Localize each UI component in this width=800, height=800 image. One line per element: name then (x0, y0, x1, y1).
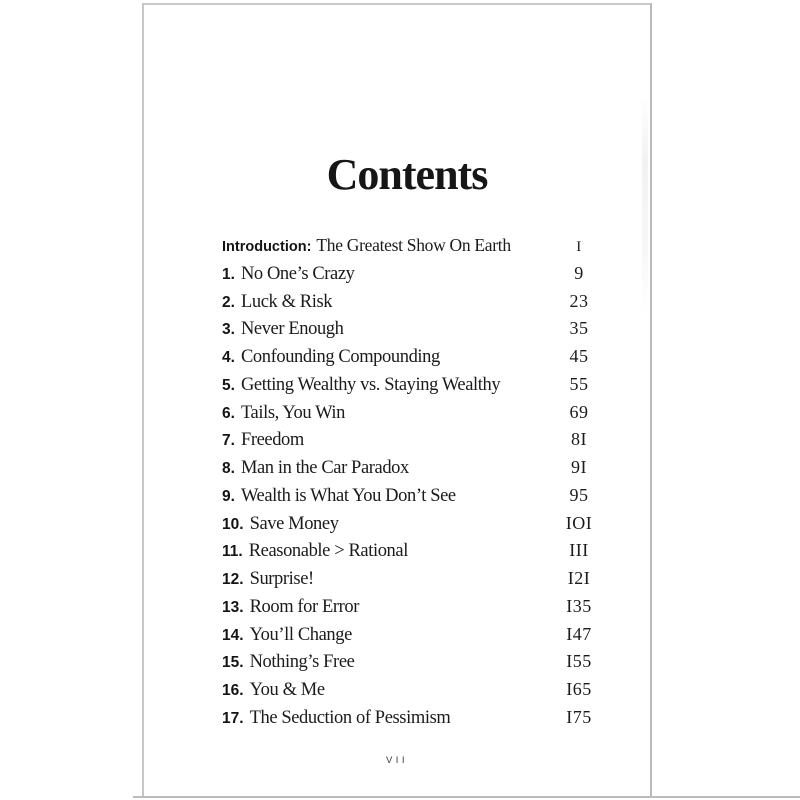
toc-row (222, 288, 602, 316)
chapter-page-number: I35 (566, 595, 592, 616)
chapter-title: Save Money (249, 513, 339, 534)
chapter-page-number: 45 (569, 346, 589, 366)
chapter-title: Tails, You Win (240, 402, 346, 423)
chapter-page-number: 9 (574, 262, 584, 283)
chapter-page-number: 23 (569, 290, 589, 311)
chapter-number: 5. (222, 376, 235, 394)
chapter-page-number: I55 (566, 651, 592, 672)
chapter-page-number: I65 (566, 679, 592, 699)
toc-row (222, 371, 602, 399)
chapter-page-number: III (569, 540, 589, 561)
chapter-entry (222, 705, 450, 733)
chapter-number: 11. (222, 543, 243, 561)
chapter-entry (222, 622, 352, 650)
toc-row (222, 454, 602, 482)
folio-page-number: VII (385, 755, 409, 766)
chapter-entry (222, 400, 345, 428)
chapter-number: 7. (222, 432, 235, 450)
toc-row (222, 399, 602, 427)
chapter-number: 14. (222, 626, 244, 644)
chapter-entry (222, 261, 355, 289)
toc-row (222, 482, 602, 510)
chapter-title: Nothing’s Free (249, 652, 355, 673)
chapter-number: 17. (222, 709, 244, 727)
intro-page-number: I (576, 239, 582, 255)
toc-row (222, 648, 602, 676)
intro-title: The Greatest Show On Earth (316, 235, 511, 255)
toc-row (222, 704, 602, 732)
chapter-page-number: 9I (571, 457, 587, 477)
chapter-title: No One’s Crazy (240, 263, 355, 284)
chapter-entry (222, 594, 359, 622)
toc-row (222, 315, 602, 343)
toc-row (222, 510, 602, 538)
chapter-title: Never Enough (240, 319, 344, 340)
chapter-title: Luck & Risk (240, 291, 333, 312)
intro-label: Introduction: (222, 239, 312, 255)
chapter-page-number: 95 (569, 484, 589, 505)
toc-row-introduction (222, 232, 602, 260)
chapter-entry (222, 566, 314, 594)
chapter-title: You’ll Change (249, 624, 352, 645)
chapter-title: Surprise! (249, 569, 314, 589)
chapter-entry (222, 344, 440, 372)
chapter-number: 1. (222, 265, 235, 283)
chapter-page-number: I47 (566, 623, 592, 644)
page-title: Contents (326, 150, 488, 199)
chapter-title: Reasonable > Rational (248, 541, 408, 562)
toc-row (222, 343, 602, 371)
chapter-title: Getting Wealthy vs. Staying Wealthy (240, 374, 501, 395)
chapter-entry (222, 289, 332, 317)
chapter-page-number: 69 (569, 401, 589, 422)
chapter-entry (222, 427, 304, 455)
chapter-number: 6. (222, 404, 235, 422)
chapter-title: Wealth is What You Don’t See (240, 485, 456, 506)
chapter-entry (222, 538, 408, 566)
chapter-title: You & Me (249, 680, 325, 700)
chapter-number: 13. (222, 598, 244, 616)
intro-entry (222, 232, 511, 262)
chapter-title: Confounding Compounding (240, 347, 440, 367)
toc-row (222, 426, 602, 454)
chapter-number: 3. (222, 321, 235, 339)
chapter-number: 16. (222, 682, 244, 699)
chapter-number: 8. (222, 460, 235, 477)
chapter-page-number: I2I (567, 568, 591, 588)
chapter-number: 2. (222, 293, 235, 311)
chapter-number: 9. (222, 487, 235, 505)
chapter-number: 12. (222, 571, 244, 588)
toc-row (222, 621, 602, 649)
chapter-entry (222, 677, 325, 705)
scan-artifact (642, 95, 648, 315)
chapter-page-number: 35 (569, 318, 589, 339)
chapter-entry (222, 372, 500, 400)
chapter-page-number: 55 (569, 373, 589, 394)
chapter-entry (222, 455, 409, 483)
chapter-number: 10. (222, 515, 244, 533)
chapter-page-number: 8I (571, 429, 587, 450)
toc-row (222, 260, 602, 288)
chapter-title: Man in the Car Paradox (240, 458, 409, 478)
chapter-entry (222, 316, 344, 344)
toc-row (222, 593, 602, 621)
page-bottom-edge (133, 796, 800, 798)
chapter-entry (222, 483, 456, 511)
chapter-entry (222, 511, 339, 539)
chapter-page-number: IOI (565, 512, 593, 533)
toc-row (222, 565, 602, 593)
chapter-number: 4. (222, 349, 235, 366)
chapter-title: Freedom (240, 430, 304, 451)
book-page (142, 3, 652, 797)
chapter-page-number: I75 (566, 706, 592, 727)
table-of-contents (222, 232, 602, 732)
chapter-entry (222, 649, 354, 677)
chapter-number: 15. (222, 654, 244, 672)
toc-row (222, 676, 602, 704)
chapter-list (222, 260, 602, 732)
chapter-title: The Seduction of Pessimism (249, 707, 451, 728)
toc-row (222, 537, 602, 565)
chapter-title: Room for Error (249, 596, 360, 617)
